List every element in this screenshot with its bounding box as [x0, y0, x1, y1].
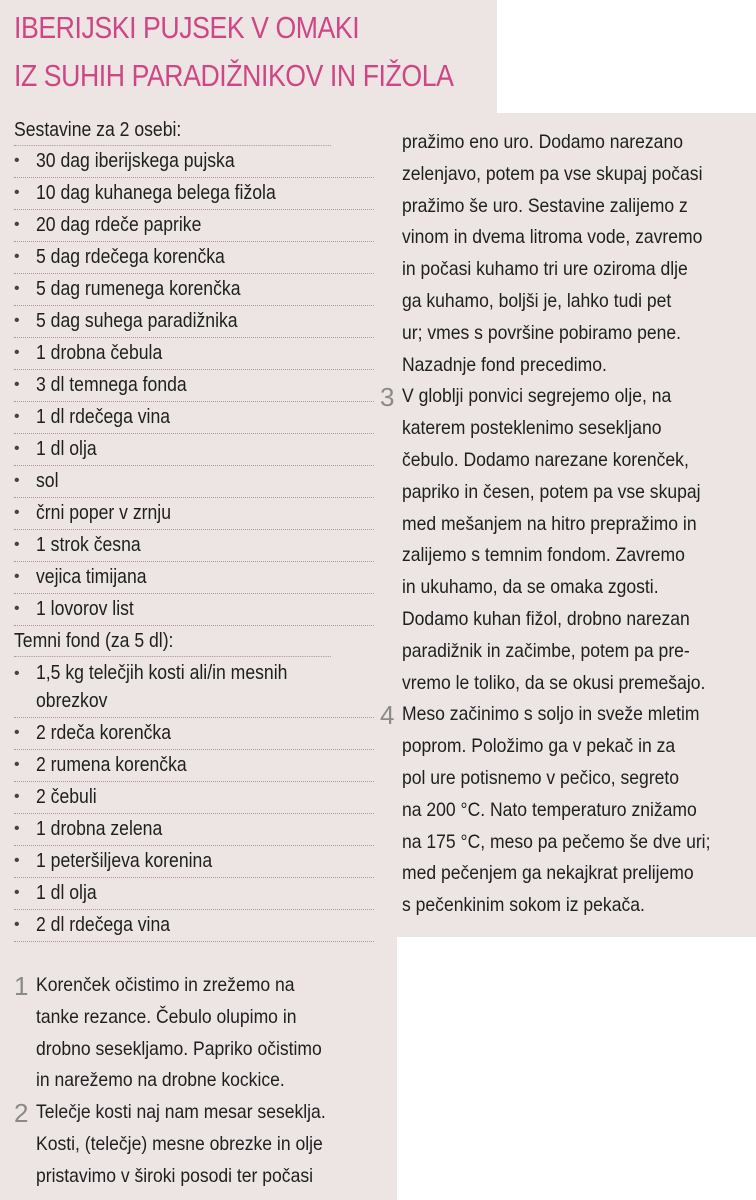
steps-left [14, 970, 384, 1193]
step-3 [380, 381, 752, 699]
bullet-icon: • [14, 724, 20, 741]
bullet-icon: • [14, 440, 20, 457]
list-item: • 1 dl olja [14, 878, 374, 910]
list-item: • 2 dl rdečega vina [14, 910, 374, 942]
list-item: • 3 dl temnega fonda [14, 370, 374, 402]
step-1 [14, 970, 384, 1097]
list-item: • 5 dag rdečega korenčka [14, 242, 374, 274]
bullet-icon: • [14, 504, 20, 521]
bullet-icon: • [14, 568, 20, 585]
list-item: • 5 dag rumenega korenčka [14, 274, 374, 306]
bullet-icon: • [14, 536, 20, 553]
blank-corner-top-right [497, 0, 756, 113]
list-item: • 2 rumena korenčka [14, 750, 374, 782]
list-item: • 1 lovorov list [14, 594, 374, 626]
list-item: • 30 dag iberijskega pujska [14, 146, 374, 178]
recipe-title-line-2: IZ SUHIH PARADIŽNIKOV IN FIŽOLA [14, 58, 454, 93]
bullet-icon: • [14, 788, 20, 805]
bullet-icon: • [14, 376, 20, 393]
bullet-icon: • [14, 184, 20, 201]
list-item: • 1 dl olja [14, 434, 374, 466]
list-item: • 1 drobna zelena [14, 814, 374, 846]
fond-heading: Temni fond (za 5 dl): [14, 626, 331, 657]
bullet-icon: • [14, 756, 20, 773]
list-item: • 1 dl rdečega vina [14, 402, 374, 434]
step-text: Meso začinimo s soljo in sveže mletim poprom. Položimo ga v pekač in za pol ure potisnemo v pečico, segreto na 200 °C. Nato temperaturo znižamo na 175 °C, meso pa pečemo še dve uri; med pečenjem ga nekajkrat prelijemo s pečenkinim sokom iz pekača. [402, 703, 711, 917]
steps-right [380, 127, 752, 922]
step-text: Korenček očistimo in zrežemo na tanke rezance. Čebulo olupimo in drobno sesekljamo. Papriko očistimo in narežemo na drobne kockice. [36, 974, 322, 1092]
fond-list [14, 657, 374, 942]
bullet-icon: • [14, 852, 20, 869]
recipe-title [14, 4, 453, 100]
step-text: pražimo eno uro. Dodamo narezano zelenjavo, potem pa vse skupaj počasi pražimo še uro. Sestavine zalijemo z vinom in dvema litroma vode, zavremo in počasi kuhamo tri ure oziroma dlje ga kuhamo, boljši je, lahko tudi pet ur; vmes s površine pobiramo pene. Nazadnje fond precedimo. [402, 131, 703, 376]
step-number: 1 [14, 971, 29, 1001]
list-item: • 5 dag suhega paradižnika [14, 306, 374, 338]
bullet-icon: • [14, 408, 20, 425]
bullet-icon: • [14, 152, 20, 169]
list-item: • 1,5 kg telečjih kosti ali/in mesnih obrezkov [14, 657, 374, 718]
step-2-continued [380, 127, 752, 381]
bullet-icon: • [14, 344, 20, 361]
ingredients-column [14, 115, 374, 942]
step-number: 2 [14, 1098, 29, 1129]
step-text: V globlji ponvici segrejemo olje, na katerem posteklenimo sesekljano čebulo. Dodamo narezane korenček, papriko in česen, potem pa vse skupaj med mešanjem na hitro prepražimo in zalijemo s temnim fondom. Zavremo in ukuhamo, da se omaka zgosti. Dodamo kuhan fižol, drobno narezan paradižnik in začimbe, potem pa pre- vremo le toliko, da se okusi premešajo. [402, 385, 706, 694]
step-number: 3 [380, 382, 395, 413]
list-item: • vejica timijana [14, 562, 374, 594]
bullet-icon: • [14, 312, 20, 329]
list-item: • 2 rdeča korenčka [14, 718, 374, 750]
bullet-icon: • [14, 884, 20, 901]
step-number: 4 [380, 700, 395, 731]
list-item: • črni poper v zrnju [14, 498, 374, 530]
bullet-icon: • [14, 216, 20, 233]
list-item: • 20 dag rdeče paprike [14, 210, 374, 242]
bullet-icon: • [14, 916, 20, 933]
recipe-title-line-1: IBERIJSKI PUJSEK V OMAKI [14, 10, 360, 45]
blank-corner-bottom-right [397, 937, 756, 1200]
bullet-icon: • [14, 600, 20, 617]
step-2 [14, 1097, 384, 1192]
list-item: • 1 drobna čebula [14, 338, 374, 370]
bullet-icon: • [14, 665, 20, 682]
list-item: • sol [14, 466, 374, 498]
list-item: • 1 strok česna [14, 530, 374, 562]
step-4 [380, 699, 752, 922]
bullet-icon: • [14, 280, 20, 297]
list-item: • 10 dag kuhanega belega fižola [14, 178, 374, 210]
bullet-icon: • [14, 820, 20, 837]
bullet-icon: • [14, 472, 20, 489]
list-item: • 1 peteršiljeva korenina [14, 846, 374, 878]
ingredients-list [14, 146, 374, 626]
bullet-icon: • [14, 248, 20, 265]
ingredients-heading: Sestavine za 2 osebi: [14, 115, 331, 146]
list-item: • 2 čebuli [14, 782, 374, 814]
step-text: Telečje kosti naj nam mesar seseklja. Kosti, (telečje) mesne obrezke in olje pristavimo v široki posodi ter počasi [36, 1101, 326, 1187]
